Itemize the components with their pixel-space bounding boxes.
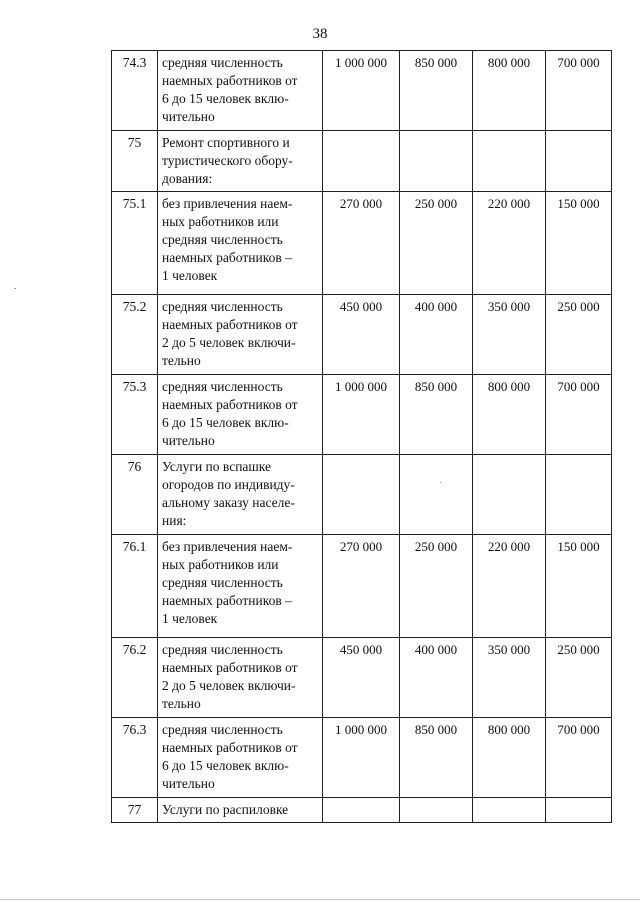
value-cell: 1 000 000 bbox=[323, 718, 400, 798]
value-cell: 220 000 bbox=[473, 535, 546, 638]
value-cell bbox=[473, 131, 546, 192]
value-cell: 700 000 bbox=[546, 375, 612, 455]
table-row bbox=[112, 455, 612, 535]
table-row bbox=[112, 638, 612, 718]
value-cell: 800 000 bbox=[473, 51, 546, 131]
value-cell: 270 000 bbox=[323, 535, 400, 638]
value-cell: 1 000 000 bbox=[323, 51, 400, 131]
value-cell: 250 000 bbox=[400, 535, 473, 638]
value-cell: 800 000 bbox=[473, 375, 546, 455]
scan-speck bbox=[440, 482, 441, 483]
value-cell bbox=[546, 455, 612, 535]
table-row bbox=[112, 535, 612, 638]
value-cell: 800 000 bbox=[473, 718, 546, 798]
row-number: 75 bbox=[112, 131, 158, 192]
row-description: средняя численность наемных работников от 2 до 5 человек включи- тельно bbox=[158, 638, 323, 718]
value-cell bbox=[400, 131, 473, 192]
value-cell: 270 000 bbox=[323, 192, 400, 295]
value-cell: 250 000 bbox=[546, 295, 612, 375]
value-cell: 350 000 bbox=[473, 638, 546, 718]
row-number: 75.1 bbox=[112, 192, 158, 295]
bottom-rule bbox=[0, 899, 640, 900]
value-cell bbox=[323, 131, 400, 192]
value-cell: 250 000 bbox=[546, 638, 612, 718]
value-cell: 450 000 bbox=[323, 295, 400, 375]
table-row bbox=[112, 718, 612, 798]
value-cell bbox=[546, 798, 612, 823]
table-row bbox=[112, 375, 612, 455]
row-number: 77 bbox=[112, 798, 158, 823]
row-description: средняя численность наемных работников от 2 до 5 человек включи- тельно bbox=[158, 295, 323, 375]
row-description: без привлечения наем- ных работников или средняя численность наемных работников – 1 человек bbox=[158, 535, 323, 638]
table-row bbox=[112, 192, 612, 295]
value-cell bbox=[473, 798, 546, 823]
row-number: 76.3 bbox=[112, 718, 158, 798]
row-description: Услуги по распиловке bbox=[158, 798, 323, 823]
table-row bbox=[112, 295, 612, 375]
row-description: средняя численность наемных работников от 6 до 15 человек вклю- чительно bbox=[158, 51, 323, 131]
table-row bbox=[112, 51, 612, 131]
value-cell: 850 000 bbox=[400, 718, 473, 798]
tariff-table bbox=[111, 50, 612, 823]
value-cell bbox=[473, 455, 546, 535]
value-cell bbox=[400, 798, 473, 823]
row-number: 76 bbox=[112, 455, 158, 535]
value-cell: 1 000 000 bbox=[323, 375, 400, 455]
row-number: 75.3 bbox=[112, 375, 158, 455]
value-cell: 400 000 bbox=[400, 638, 473, 718]
row-number: 75.2 bbox=[112, 295, 158, 375]
value-cell: 250 000 bbox=[400, 192, 473, 295]
value-cell: 450 000 bbox=[323, 638, 400, 718]
row-number: 74.3 bbox=[112, 51, 158, 131]
value-cell: 150 000 bbox=[546, 192, 612, 295]
page-number: 38 bbox=[312, 26, 328, 42]
value-cell bbox=[323, 455, 400, 535]
row-description: Ремонт спортивного и туристического обору- дования: bbox=[158, 131, 323, 192]
value-cell bbox=[323, 798, 400, 823]
row-description: без привлечения наем- ных работников или средняя численность наемных работников – 1 человек bbox=[158, 192, 323, 295]
scan-speck bbox=[14, 288, 16, 289]
value-cell: 850 000 bbox=[400, 51, 473, 131]
value-cell bbox=[400, 455, 473, 535]
row-number: 76.2 bbox=[112, 638, 158, 718]
row-description: Услуги по вспашке огородов по индивиду- альному заказу населе- ния: bbox=[158, 455, 323, 535]
value-cell: 150 000 bbox=[546, 535, 612, 638]
value-cell: 350 000 bbox=[473, 295, 546, 375]
table-row bbox=[112, 131, 612, 192]
value-cell: 400 000 bbox=[400, 295, 473, 375]
value-cell: 850 000 bbox=[400, 375, 473, 455]
row-description: средняя численность наемных работников от 6 до 15 человек вклю- чительно bbox=[158, 718, 323, 798]
value-cell: 700 000 bbox=[546, 51, 612, 131]
table-row bbox=[112, 798, 612, 823]
value-cell: 700 000 bbox=[546, 718, 612, 798]
row-description: средняя численность наемных работников от 6 до 15 человек вклю- чительно bbox=[158, 375, 323, 455]
value-cell: 220 000 bbox=[473, 192, 546, 295]
row-number: 76.1 bbox=[112, 535, 158, 638]
table-body bbox=[112, 51, 612, 823]
value-cell bbox=[546, 131, 612, 192]
